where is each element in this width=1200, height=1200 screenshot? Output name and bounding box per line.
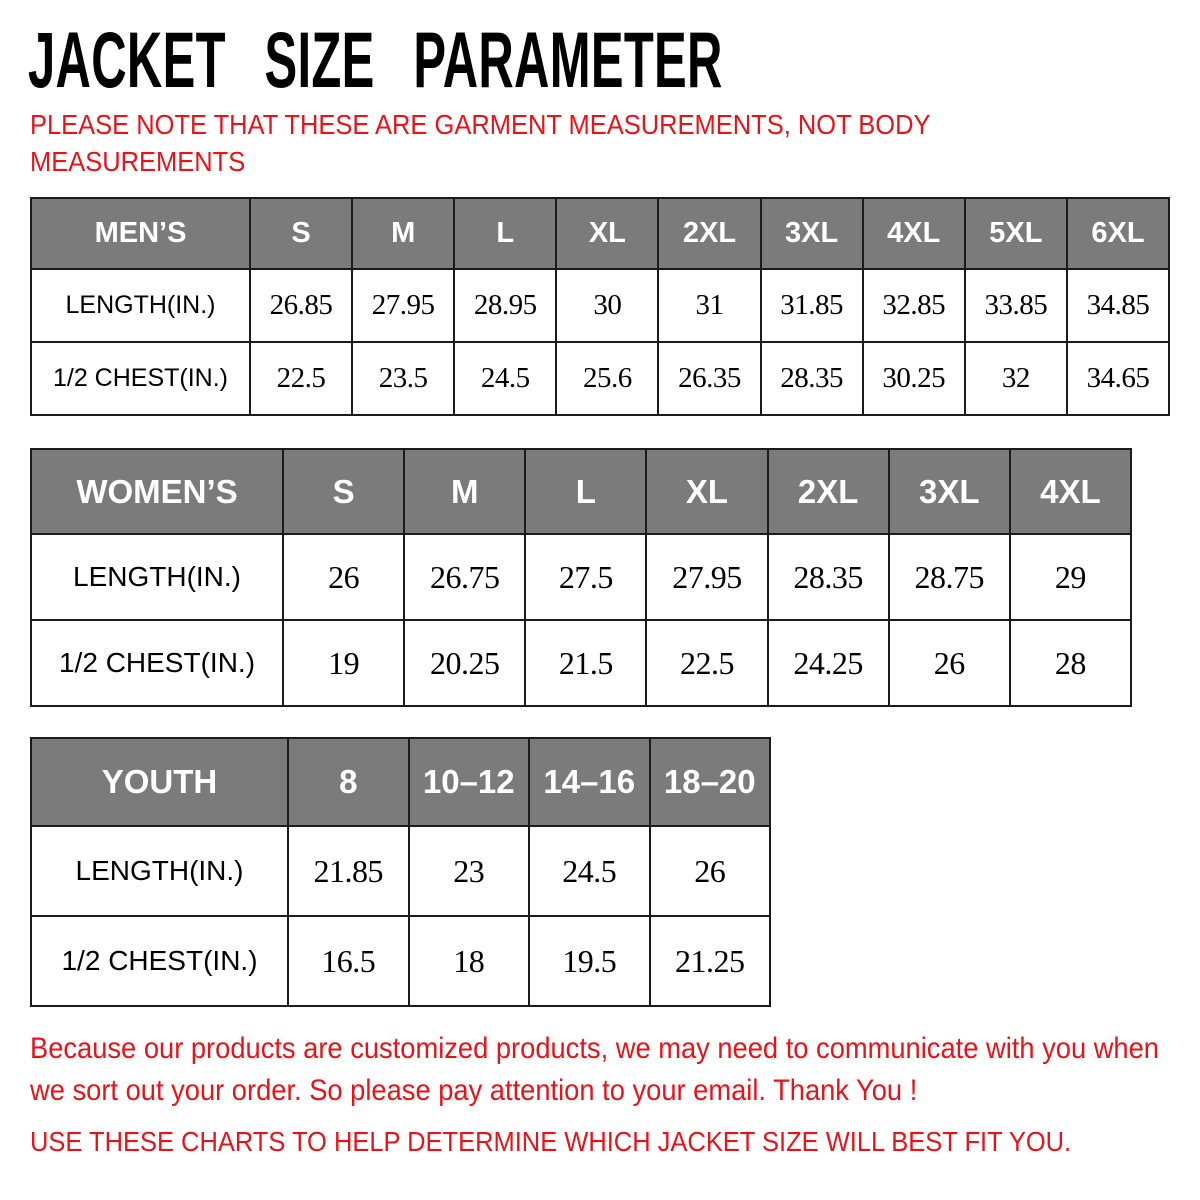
size-col-header: XL [556, 198, 658, 269]
row-label: LENGTH(IN.) [31, 269, 250, 342]
size-value-cell: 22.5 [646, 620, 767, 706]
row-label: LENGTH(IN.) [31, 534, 283, 620]
size-value-cell: 26 [650, 826, 771, 916]
size-col-header: 4XL [863, 198, 965, 269]
size-col-header: L [454, 198, 556, 269]
row-label: LENGTH(IN.) [31, 826, 288, 916]
size-value-cell: 20.25 [404, 620, 525, 706]
size-col-header: 10–12 [409, 738, 530, 826]
size-value-cell: 21.85 [288, 826, 409, 916]
size-value-cell: 24.5 [454, 342, 556, 415]
size-value-cell: 26.75 [404, 534, 525, 620]
size-value-cell: 19.5 [529, 916, 650, 1006]
size-value-cell: 27.95 [646, 534, 767, 620]
footer-communication-note: Because our products are customized products, we may need to communicate with you when we sort out your order. So please pay attention to your email. Thank You ! [30, 1032, 1159, 1107]
womens-size-table [30, 448, 1132, 707]
footer-usage-note: USE THESE CHARTS TO HELP DETERMINE WHICH JACKET SIZE WILL BEST FIT YOU. [30, 1126, 1072, 1157]
size-value-cell: 26.35 [658, 342, 760, 415]
size-value-cell: 32 [965, 342, 1067, 415]
size-col-header: 2XL [768, 449, 889, 534]
size-value-cell: 28.35 [768, 534, 889, 620]
size-value-cell: 27.5 [525, 534, 646, 620]
size-col-header: S [283, 449, 404, 534]
size-value-cell: 28.75 [889, 534, 1010, 620]
row-label: 1/2 CHEST(IN.) [31, 916, 288, 1006]
size-value-cell: 19 [283, 620, 404, 706]
mens-size-table [30, 197, 1170, 416]
size-col-header: 14–16 [529, 738, 650, 826]
size-value-cell: 26 [889, 620, 1010, 706]
size-value-cell: 31.85 [761, 269, 863, 342]
size-value-cell: 23.5 [352, 342, 454, 415]
garment-measurement-note: PLEASE NOTE THAT THESE ARE GARMENT MEASUREMENTS, NOT BODY MEASUREMENTS [30, 109, 931, 177]
size-col-header: XL [646, 449, 767, 534]
size-col-header: 18–20 [650, 738, 771, 826]
size-value-cell: 30.25 [863, 342, 965, 415]
size-value-cell: 31 [658, 269, 760, 342]
size-value-cell: 34.65 [1067, 342, 1169, 415]
size-value-cell: 27.95 [352, 269, 454, 342]
size-col-header: 2XL [658, 198, 760, 269]
size-value-cell: 32.85 [863, 269, 965, 342]
size-value-cell: 24.25 [768, 620, 889, 706]
size-col-header: 3XL [889, 449, 1010, 534]
size-value-cell: 28.35 [761, 342, 863, 415]
size-value-cell: 26.85 [250, 269, 352, 342]
size-value-cell: 22.5 [250, 342, 352, 415]
size-col-header: 6XL [1067, 198, 1169, 269]
size-value-cell: 34.85 [1067, 269, 1169, 342]
table-title-cell: WOMEN’S [31, 449, 283, 534]
size-col-header: M [404, 449, 525, 534]
table-title-cell: MEN’S [31, 198, 250, 269]
size-col-header: S [250, 198, 352, 269]
size-value-cell: 28.95 [454, 269, 556, 342]
youth-size-table [30, 737, 771, 1007]
page-title: JACKET SIZE PARAMETER [28, 15, 723, 104]
size-col-header: 5XL [965, 198, 1067, 269]
row-label: 1/2 CHEST(IN.) [31, 342, 250, 415]
size-col-header: 8 [288, 738, 409, 826]
size-value-cell: 25.6 [556, 342, 658, 415]
size-value-cell: 24.5 [529, 826, 650, 916]
size-col-header: L [525, 449, 646, 534]
size-col-header: M [352, 198, 454, 269]
row-label: 1/2 CHEST(IN.) [31, 620, 283, 706]
size-value-cell: 21.5 [525, 620, 646, 706]
size-value-cell: 28 [1010, 620, 1131, 706]
size-value-cell: 16.5 [288, 916, 409, 1006]
size-value-cell: 21.25 [650, 916, 771, 1006]
size-col-header: 4XL [1010, 449, 1131, 534]
size-value-cell: 29 [1010, 534, 1131, 620]
size-col-header: 3XL [761, 198, 863, 269]
size-value-cell: 30 [556, 269, 658, 342]
size-value-cell: 33.85 [965, 269, 1067, 342]
table-title-cell: YOUTH [31, 738, 288, 826]
size-value-cell: 26 [283, 534, 404, 620]
size-value-cell: 23 [409, 826, 530, 916]
size-value-cell: 18 [409, 916, 530, 1006]
